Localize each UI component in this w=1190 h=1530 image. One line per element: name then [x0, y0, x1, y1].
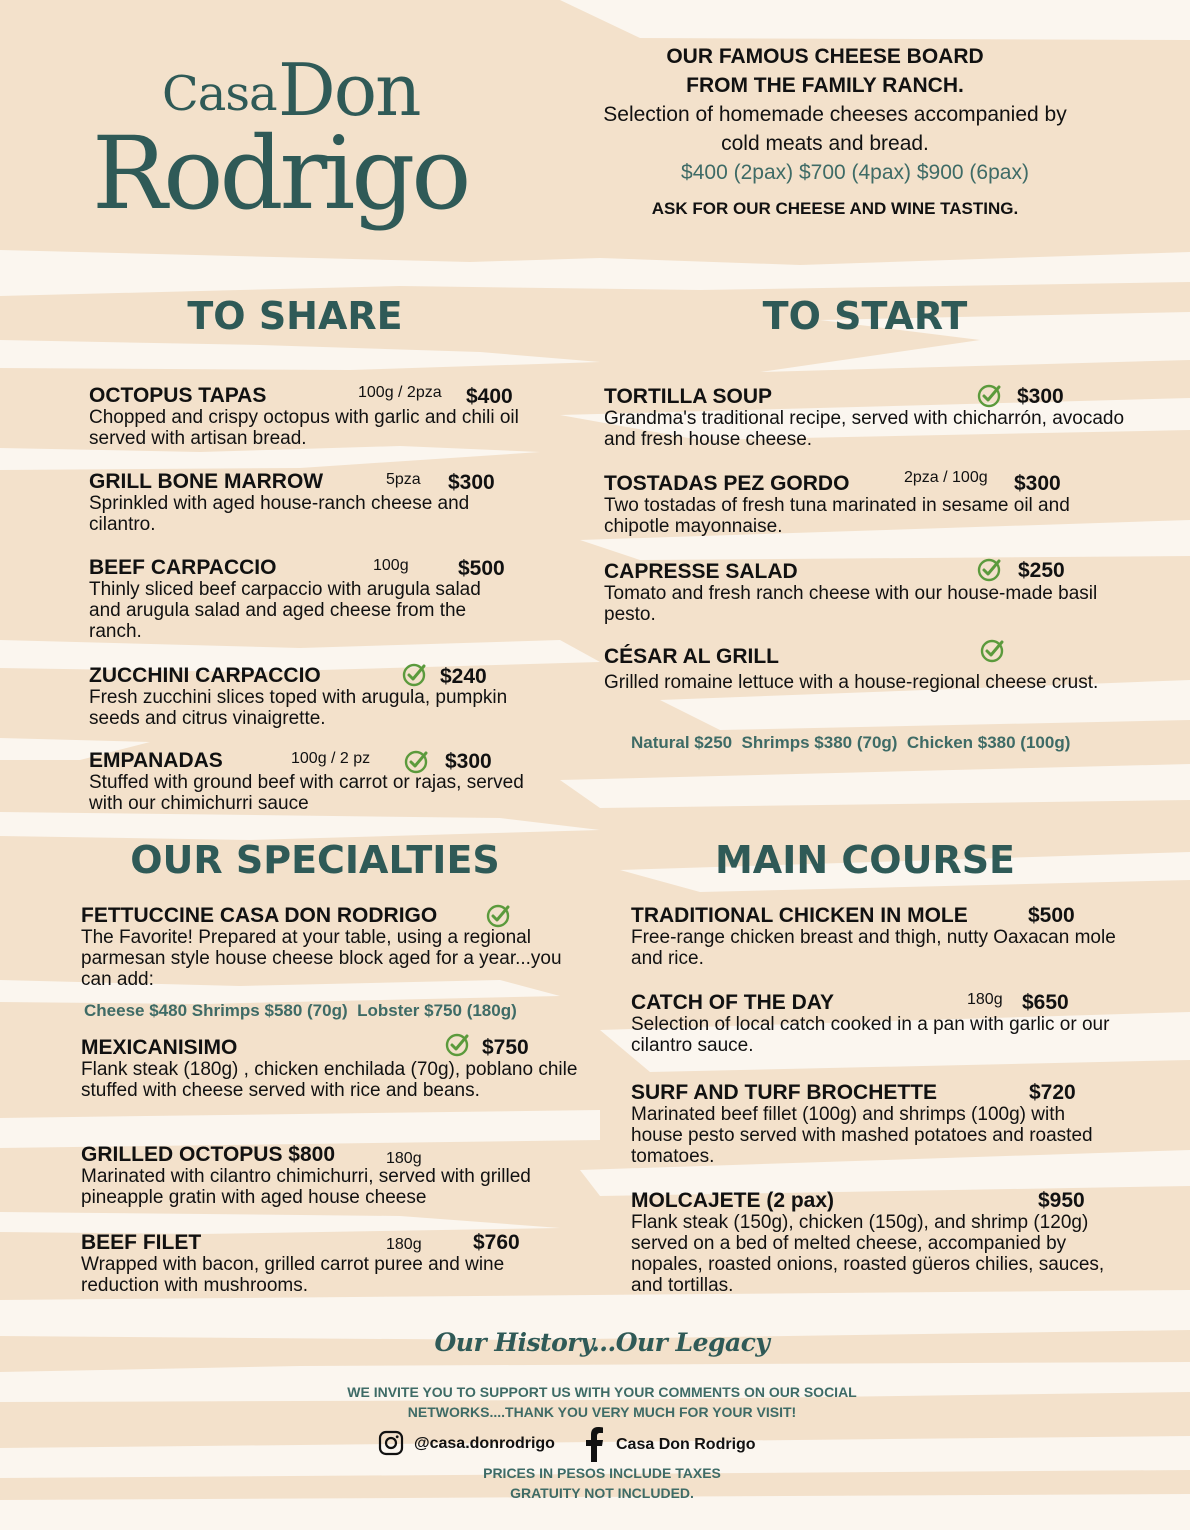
item-name: GRILLED OCTOPUS $800 [81, 1143, 336, 1166]
logo-don: Don [278, 48, 420, 132]
item-name: TRADITIONAL CHICKEN IN MOLE [631, 904, 968, 927]
cheese-board-title-2: FROM THE FAMILY RANCH. [686, 74, 964, 97]
item-qty: 100g / 2pza [358, 384, 442, 401]
item-price: $300 [448, 471, 495, 494]
item-qty: 100g / 2 pz [291, 750, 371, 767]
item-name: BEEF FILET [81, 1231, 202, 1254]
gratuity-note: GRATUITY NOT INCLUDED. [510, 1485, 694, 1501]
item-name: SURF AND TURF BROCHETTE [631, 1081, 938, 1104]
item-desc: Marinated beef fillet (100g) and shrimps (100g) with house pesto served with mashed potatoes and roasted tomatoes. [631, 1104, 1093, 1167]
item-name: TORTILLA SOUP [604, 385, 772, 408]
item-name: FETTUCCINE CASA DON RODRIGO [81, 904, 438, 927]
cheese-board-ask: ASK FOR OUR CHEESE AND WINE TASTING. [651, 199, 1019, 218]
item-name: CATCH OF THE DAY [631, 991, 835, 1014]
item-name: GRILL BONE MARROW [89, 470, 324, 493]
item-price: $750 [482, 1036, 529, 1059]
footer-invite-line1: WE INVITE YOU TO SUPPORT US WITH YOUR COMMENTS ON OUR SOCIAL [347, 1384, 857, 1400]
logo-casa: Casa [162, 66, 277, 122]
item-qty: 180g [967, 991, 1003, 1008]
vegetarian-check-icon [401, 661, 427, 687]
vegetarian-check-icon [485, 902, 511, 928]
section-title-to-share: TO SHARE [187, 294, 403, 338]
facebook-page[interactable]: Casa Don Rodrigo [616, 1436, 756, 1453]
item-desc: Thinly sliced beef carpaccio with arugula salad and arugula salad and aged cheese from the ranch. [89, 579, 481, 642]
item-name: EMPANADAS [89, 749, 223, 772]
item-desc: Marinated with cilantro chimichurri, served with grilled pineapple gratin with aged house cheese [81, 1166, 531, 1208]
item-name: CAPRESSE SALAD [604, 560, 798, 583]
item-name: BEEF CARPACCIO [89, 556, 277, 579]
instagram-handle[interactable]: @casa.donrodrigo [414, 1435, 555, 1452]
item-desc: Sprinkled with aged house-ranch cheese and cilantro. [89, 493, 470, 535]
vegetarian-check-icon [976, 556, 1002, 582]
item-desc: Grandma's traditional recipe, served with chicharrón, avocado and fresh house cheese. [604, 408, 1125, 450]
item-qty: 180g [386, 1150, 422, 1167]
item-price: $300 [1014, 472, 1061, 495]
item-price: $500 [458, 557, 505, 580]
cheese-board-desc-1: Selection of homemade cheeses accompanied by [603, 103, 1067, 126]
footer-invite [260, 1382, 944, 1422]
item-name: MEXICANISIMO [81, 1036, 238, 1059]
item-qty: 5pza [386, 471, 421, 488]
item-desc: Flank steak (150g), chicken (150g), and shrimp (120g) served on a bed of melted cheese, accompanied by nopales, roasted onions, roasted güeros chilies, sauces, and tortillas. [631, 1212, 1105, 1296]
item-price: $300 [445, 750, 492, 773]
section-title-main-course: MAIN COURSE [714, 838, 1016, 882]
footer-invite-line2: NETWORKS....THANK YOU VERY MUCH FOR YOUR VISIT! [407, 1404, 797, 1420]
item-desc: The Favorite! Prepared at your table, using a regional parmesan style house cheese block aged for a year...you can add: [81, 927, 562, 990]
menu-item-cesar-al-grill [604, 646, 1144, 696]
section-title-to-start: TO START [762, 294, 968, 338]
item-qty: 100g [373, 557, 409, 574]
item-price: $650 [1022, 991, 1069, 1014]
logo [92, 48, 482, 246]
item-desc: Stuffed with ground beef with carrot or rajas, served with our chimichurri sauce [89, 772, 524, 814]
item-desc: Grilled romaine lettuce with a house-regional cheese crust. [604, 672, 1099, 693]
section-title-specialties: OUR SPECIALTIES [130, 838, 500, 882]
item-price: $760 [473, 1231, 520, 1254]
item-desc: Free-range chicken breast and thigh, nutty Oaxacan mole and rice. [631, 927, 1116, 969]
item-desc: Two tostadas of fresh tuna marinated in sesame oil and chipotle mayonnaise. [604, 495, 1070, 537]
item-price: $720 [1029, 1081, 1076, 1104]
cheese-board-title-1: OUR FAMOUS CHEESE BOARD [666, 45, 984, 68]
item-desc: Flank steak (180g) , chicken enchilada (70g), poblano chile stuffed with cheese served with rice and beans. [81, 1059, 578, 1101]
menu-item-beef-carpaccio [89, 557, 509, 642]
item-name: OCTOPUS TAPAS [89, 384, 267, 407]
footer-tagline: Our History...Our Legacy [434, 1328, 770, 1357]
item-name: ZUCCHINI CARPACCIO [89, 664, 321, 687]
logo-rodrigo: Rodrigo [92, 115, 468, 232]
cheese-board-desc-2: cold meats and bread. [721, 132, 929, 155]
item-name: TOSTADAS PEZ GORDO [604, 472, 850, 495]
item-desc: Fresh zucchini slices toped with arugula, pumpkin seeds and citrus vinaigrette. [89, 687, 508, 729]
instagram-icon[interactable] [378, 1430, 404, 1456]
item-desc: Tomato and fresh ranch cheese with our house-made basil pesto. [604, 583, 1098, 625]
vegetarian-check-icon [403, 748, 429, 774]
item-desc: Chopped and crispy octopus with garlic and chili oil served with artisan bread. [89, 407, 519, 449]
item-name: CÉSAR AL GRILL [604, 645, 780, 668]
prices-note: PRICES IN PESOS INCLUDE TAXES [483, 1465, 721, 1481]
item-price: $240 [440, 665, 487, 688]
footer-notes [360, 1463, 844, 1503]
vegetarian-check-icon [976, 382, 1002, 408]
cheese-board-prices: $400 (2pax) $700 (4pax) $900 (6pax) [681, 161, 1029, 184]
item-price: $400 [466, 385, 513, 408]
menu-item-grilled-octopus [81, 1144, 581, 1208]
item-desc: Selection of local catch cooked in a pan with garlic or our cilantro sauce. [631, 1014, 1110, 1056]
item-qty: 180g [386, 1236, 422, 1253]
cesar-options: Natural $250 Shrimps $380 (70g) Chicken $380 (100g) [631, 733, 1071, 752]
facebook-icon[interactable] [582, 1426, 606, 1462]
fettuccine-options: Cheese $480 Shrimps $580 (70g) Lobster $750 (180g) [84, 1001, 517, 1020]
item-price: $500 [1028, 904, 1075, 927]
item-desc: Wrapped with bacon, grilled carrot puree and wine reduction with mushrooms. [81, 1254, 505, 1296]
vegetarian-check-icon [444, 1031, 470, 1057]
item-qty: 2pza / 100g [904, 469, 988, 486]
item-name: MOLCAJETE (2 pax) [631, 1189, 835, 1212]
item-price: $300 [1017, 385, 1064, 408]
item-price: $950 [1038, 1189, 1085, 1212]
cheese-board-promo [540, 42, 1130, 219]
item-price: $250 [1018, 559, 1065, 582]
vegetarian-check-icon [979, 637, 1005, 663]
